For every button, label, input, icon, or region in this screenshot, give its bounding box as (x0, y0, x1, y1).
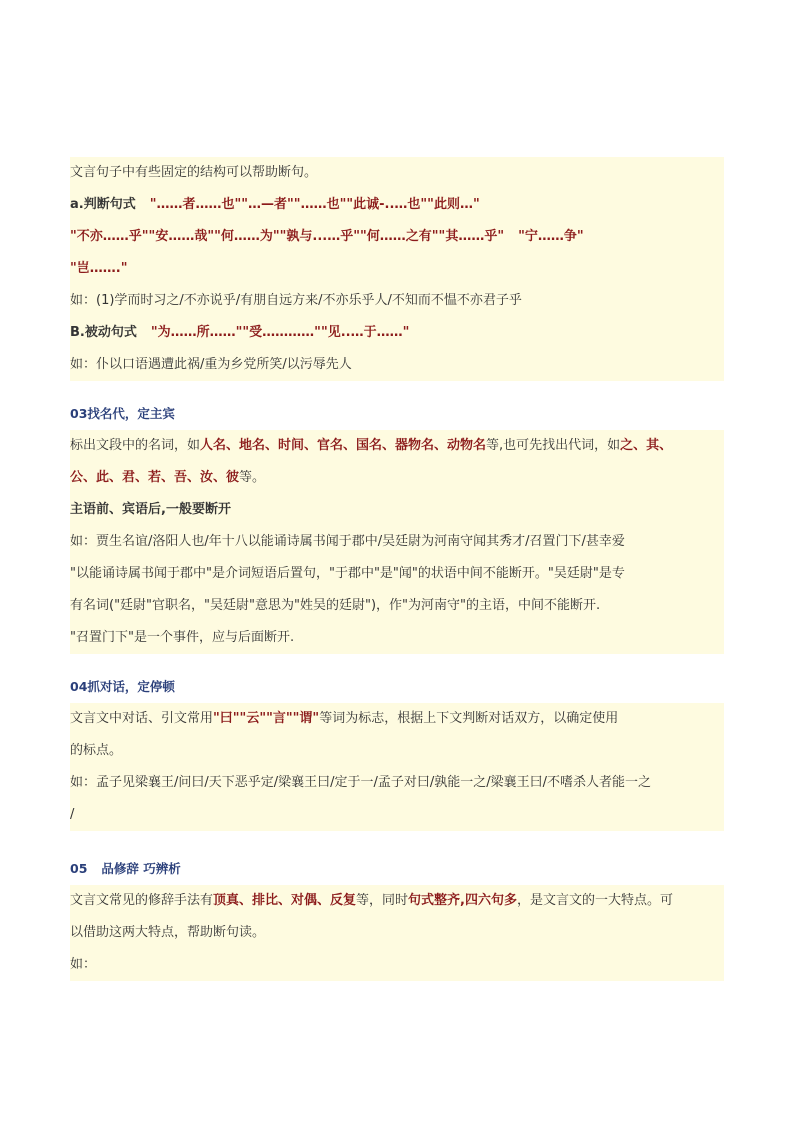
judgement-patterns-2: "不亦……乎""安……哉""何……为""孰与...…乎""何……之有""其……乎" (70, 229, 505, 244)
rhetoric-text-e: ，是文言文的一大特点。可 (517, 893, 674, 908)
noun-types: 人名、地名、时间、官名、国名、器物名、动物名 (200, 438, 487, 453)
passive-example: 如：仆以口语遇遭此祸/重为乡党所笑/以污辱先人 (70, 357, 352, 372)
intro-text: 文言句子中有些固定的结构可以帮助断句。 (70, 165, 318, 180)
pronouns-b: 公、此、君、若、吾、汝、彼 (70, 470, 240, 485)
judgement-patterns-2b: "宁……争" (518, 229, 584, 244)
nouns-text-c: 等,也可先找出代词，如 (486, 438, 621, 453)
dialogue-example-2: / (70, 807, 75, 822)
judgement-patterns-3: "岂……." (70, 261, 128, 276)
section-4-block (70, 703, 724, 831)
section-3-example: 如：贾生名谊/洛阳人也/年十八以能诵诗属书闻于郡中/吴廷尉为河南守闻其秀才/召置门下/甚幸爱 (70, 534, 625, 549)
section-5-heading (70, 853, 724, 885)
document-page (70, 157, 724, 981)
fixed-structure-block (70, 157, 724, 381)
passive-label: B.被动句式 (70, 325, 137, 340)
pronouns-a: 之、其、 (620, 438, 673, 453)
rhetoric-paragraph-line-1 (70, 885, 724, 917)
judgement-pattern-line-3 (70, 253, 724, 285)
section-4-heading: 04抓对话，定停顿 (70, 679, 175, 694)
nouns-paragraph-line-2 (70, 462, 724, 494)
rhetoric-devices: 顶真、排比、对偶、反复 (213, 893, 357, 908)
dialogue-text-c: 等词为标志，根据上下文判断对话双方，以确定使用 (319, 711, 619, 726)
explain-line-1: "以能诵诗属书闻于郡中"是介词短语后置句，"于郡中"是"闻"的状语中间不能断开。"吴廷尉"是专 (70, 566, 625, 581)
dialogue-text-a: 文言文中对话、引文常用 (70, 711, 214, 726)
rhetoric-text-a: 文言文常见的修辞手法有 (70, 893, 214, 908)
section-5-number: 05 (70, 861, 88, 876)
passive-patterns: "为……所……""受…………""见..…于……" (150, 325, 410, 340)
judgement-label: a.判断句式 (70, 197, 136, 212)
section-5-block (70, 885, 724, 981)
dialogue-paragraph-line-2: 的标点。 (70, 743, 123, 758)
dialogue-paragraph-line-1 (70, 703, 724, 735)
judgement-pattern-line-2 (70, 221, 724, 253)
dialogue-example-1: 如：孟子见梁襄王/问曰/天下恶乎定/梁襄王曰/定于一/孟子对曰/孰能一之/梁襄王曰/不嗜杀人者能一之 (70, 775, 652, 790)
judgement-example: 如：(1)学而时习之/不亦说乎/有朋自远方来/不亦乐乎人/不知而不愠不亦君子乎 (70, 293, 522, 308)
sentence-feature: 句式整齐,四六句多 (408, 893, 517, 908)
nouns-text-f: 等。 (239, 470, 266, 485)
explain-line-3: "召置门下"是一个事件，应与后面断开. (70, 630, 295, 645)
rhetoric-example: 如： (70, 957, 97, 972)
judgement-pattern-line (70, 189, 724, 221)
section-5-title: 品修辞 巧辨析 (101, 861, 181, 876)
rhetoric-text-c: 等，同时 (356, 893, 409, 908)
nouns-text-a: 标出文段中的名词，如 (70, 438, 201, 453)
rule-text: 主语前、宾语后,一般要断开 (70, 502, 231, 517)
section-3-heading: 03找名代，定主宾 (70, 406, 175, 421)
judgement-patterns: "……者……也""…—者""……也""此诚-..…也""此则…" (149, 197, 480, 212)
rhetoric-paragraph-line-2: 以借助这两大特点，帮助断句读。 (70, 925, 266, 940)
nouns-paragraph-line-1 (70, 430, 724, 462)
passive-pattern-line (70, 317, 724, 349)
explain-line-2: 有名词("廷尉"官职名，"吴廷尉"意思为"姓吴的廷尉")，作"为河南守"的主语，中间不能断开. (70, 598, 601, 613)
section-3-block (70, 430, 724, 654)
dialogue-markers: "曰""云""言""谓" (213, 711, 320, 726)
